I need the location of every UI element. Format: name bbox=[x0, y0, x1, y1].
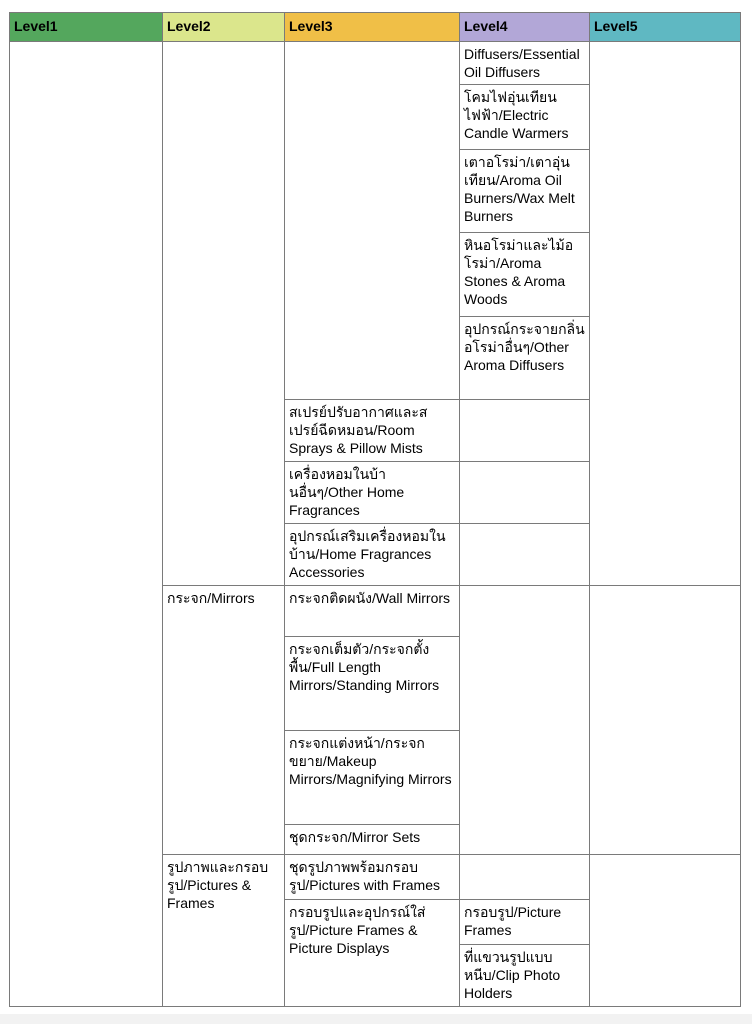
level4-cell: หินอโรม่าและไม้อโรม่า/Aroma Stones & Aroma Woods bbox=[460, 232, 590, 316]
level3-cell-empty bbox=[285, 42, 460, 400]
level4-cell-empty bbox=[460, 461, 590, 523]
level2-cell: รูปภาพและกรอบรูป/Pictures & Frames bbox=[163, 854, 285, 1006]
level3-cell: กระจกแต่งหน้า/กระจกขยาย/Makeup Mirrors/Magnifying Mirrors bbox=[285, 730, 460, 824]
header-level1: Level1 bbox=[10, 13, 163, 42]
header-row bbox=[10, 13, 741, 42]
level3-cell: ชุดรูปภาพพร้อมกรอบรูป/Pictures with Frames bbox=[285, 854, 460, 899]
header-level4: Level4 bbox=[460, 13, 590, 42]
level5-cell-empty bbox=[590, 42, 741, 586]
level3-cell: สเปรย์ปรับอากาศและสเปรย์ฉีดหมอน/Room Sprays & Pillow Mists bbox=[285, 399, 460, 461]
level4-cell: เตาอโรม่า/เตาอุ่นเทียน/Aroma Oil Burners/Wax Melt Burners bbox=[460, 149, 590, 232]
level2-cell: กระจก/Mirrors bbox=[163, 585, 285, 854]
level4-cell-empty bbox=[460, 523, 590, 585]
bottom-background-strip bbox=[0, 1014, 752, 1024]
level4-cell: โคมไฟอุ่นเทียนไฟฟ้า/Electric Candle Warmers bbox=[460, 84, 590, 149]
level1-cell-empty bbox=[10, 42, 163, 1007]
header-level3: Level3 bbox=[285, 13, 460, 42]
level5-cell-empty bbox=[590, 854, 741, 1006]
header-level2: Level2 bbox=[163, 13, 285, 42]
category-table bbox=[9, 12, 741, 1007]
level3-cell: เครื่องหอมในบ้านอื่นๆ/Other Home Fragrances bbox=[285, 461, 460, 523]
level4-cell: กรอบรูป/Picture Frames bbox=[460, 899, 590, 944]
level4-cell: Diffusers/Essential Oil Diffusers bbox=[460, 42, 590, 85]
level2-cell-empty bbox=[163, 42, 285, 586]
level5-cell-empty bbox=[590, 585, 741, 854]
level3-cell: อุปกรณ์เสริมเครื่องหอมในบ้าน/Home Fragrances Accessories bbox=[285, 523, 460, 585]
level4-cell-empty bbox=[460, 854, 590, 899]
level4-cell: ที่แขวนรูปแบบหนีบ/Clip Photo Holders bbox=[460, 944, 590, 1006]
table-row bbox=[10, 42, 741, 85]
level3-cell: ชุดกระจก/Mirror Sets bbox=[285, 824, 460, 854]
level4-cell-empty bbox=[460, 585, 590, 854]
level4-cell: อุปกรณ์กระจายกลิ่นอโรม่าอื่นๆ/Other Aroma Diffusers bbox=[460, 316, 590, 399]
level4-cell-empty bbox=[460, 399, 590, 461]
level3-cell: กระจกเต็มตัว/กระจกตั้งพื้น/Full Length Mirrors/Standing Mirrors bbox=[285, 636, 460, 730]
level3-cell: กระจกติดผนัง/Wall Mirrors bbox=[285, 585, 460, 636]
level3-cell: กรอบรูปและอุปกรณ์ใส่รูป/Picture Frames & Picture Displays bbox=[285, 899, 460, 1006]
header-level5: Level5 bbox=[590, 13, 741, 42]
